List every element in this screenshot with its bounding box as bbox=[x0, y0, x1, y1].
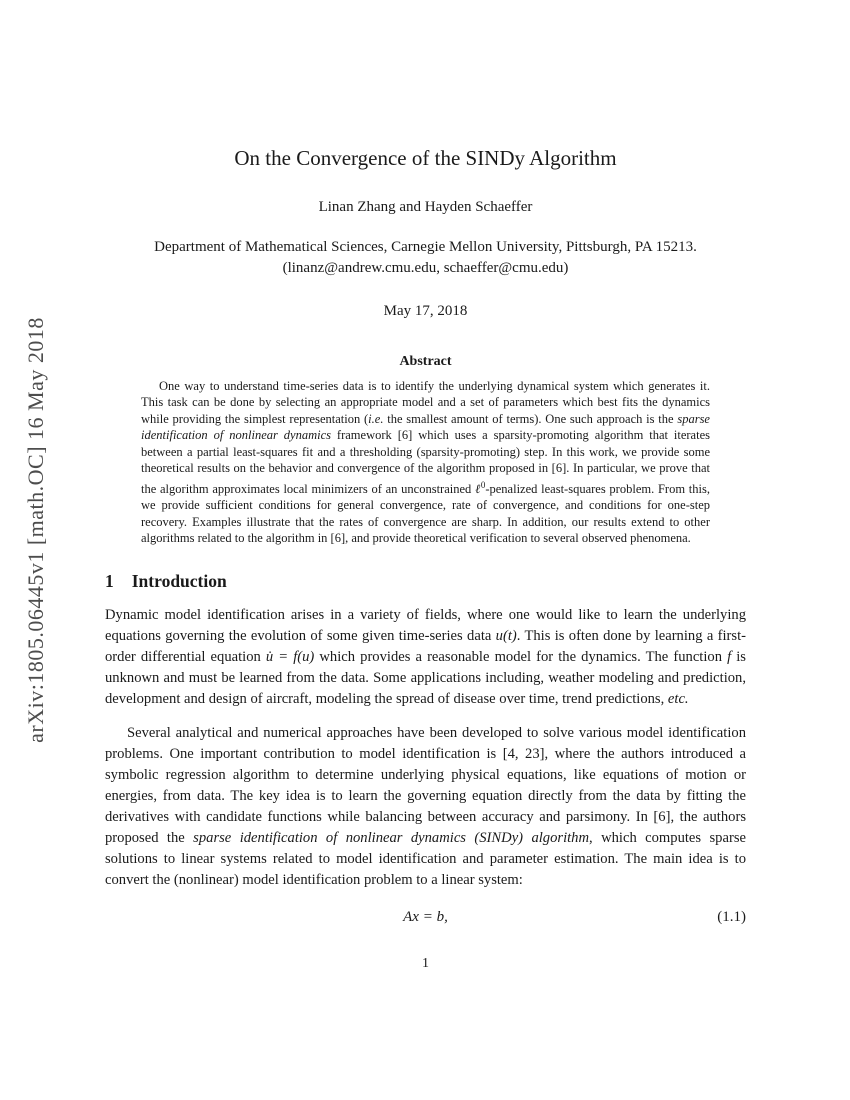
author-emails: (linanz@andrew.cmu.edu, schaeffer@cmu.edu) bbox=[282, 259, 569, 276]
date-line: May 17, 2018 bbox=[383, 302, 468, 319]
paper-content bbox=[105, 0, 746, 972]
authors-line: Linan Zhang and Hayden Schaeffer bbox=[318, 199, 533, 216]
equation-body: Ax = b, bbox=[403, 908, 448, 925]
affiliation-line: Department of Mathematical Sciences, Carnegie Mellon University, Pittsburgh, PA 15213. bbox=[154, 239, 697, 256]
abstract-section bbox=[105, 354, 746, 547]
equation-number: (1.1) bbox=[717, 908, 746, 925]
abstract-heading: Abstract bbox=[399, 353, 452, 369]
intro-paragraph-1: Dynamic model identification arises in a variety of fields, where one would like to learn the underlying equations governing the evolution of some given time-series data u(t). This is often done by learning a first-order differential equation u̇ = f(u) which provides a reasonable model for the dynamics. The function f is unknown and must be learned from the data. Some applications including, weather modeling and prediction, development and design of aircraft, modeling the spread of disease over time, trend predictions, etc. bbox=[105, 606, 746, 707]
section-number: 1 bbox=[105, 570, 114, 591]
intro-paragraph-2: Several analytical and numerical approaches have been developed to solve various model identification problems. One important contribution to model identification is [4, 23], where the authors introduced a symbolic regression algorithm to determine underlying physical equations, like equations of motion or energies, from data. The key idea is to learn the governing equation directly from the data by fitting the derivatives with candidate functions while balancing between accuracy and parsimony. In [6], the authors proposed the sparse identification of nonlinear dynamics (SINDy) algorithm, which computes sparse solutions to linear systems related to model identification and parameter estimation. The main idea is to convert the (nonlinear) model identification problem to a linear system: bbox=[105, 724, 746, 888]
arxiv-watermark: arXiv:1805.06445v1 [math.OC] 16 May 2018 bbox=[23, 317, 48, 743]
section-title: Introduction bbox=[131, 570, 227, 591]
page-number: 1 bbox=[422, 955, 429, 971]
section-heading-introduction bbox=[105, 571, 746, 592]
paper-title: On the Convergence of the SINDy Algorithm bbox=[234, 146, 617, 170]
abstract-text: One way to understand time-series data is to identify the underlying dynamical system which generates it. This task can be done by selecting an appropriate model and a set of parameters which best fits the dynamics while providing the simplest representation (i.e. the smallest amount of terms). One such approach is the sparse identification of nonlinear dynamics framework [6] which uses a sparsity-promoting algorithm that iterates between a partial least-squares fit and a thresholding (sparsity-promoting) step. In this work, we provide some theoretical results on the behavior and convergence of the algorithm proposed in [6]. In particular, we prove that the algorithm approximates local minimizers of an unconstrained ℓ$^0$-penalized least-squares problem. From this, we provide sufficient conditions for general convergence, rate of convergence, and conditions for one-step recovery. Examples illustrate that the rates of convergence are sharp. In addition, our results extend to other algorithms related to the algorithm in [6], and provide theoretical verification to several observed phenomena. bbox=[141, 378, 710, 546]
equation-row bbox=[105, 909, 746, 926]
